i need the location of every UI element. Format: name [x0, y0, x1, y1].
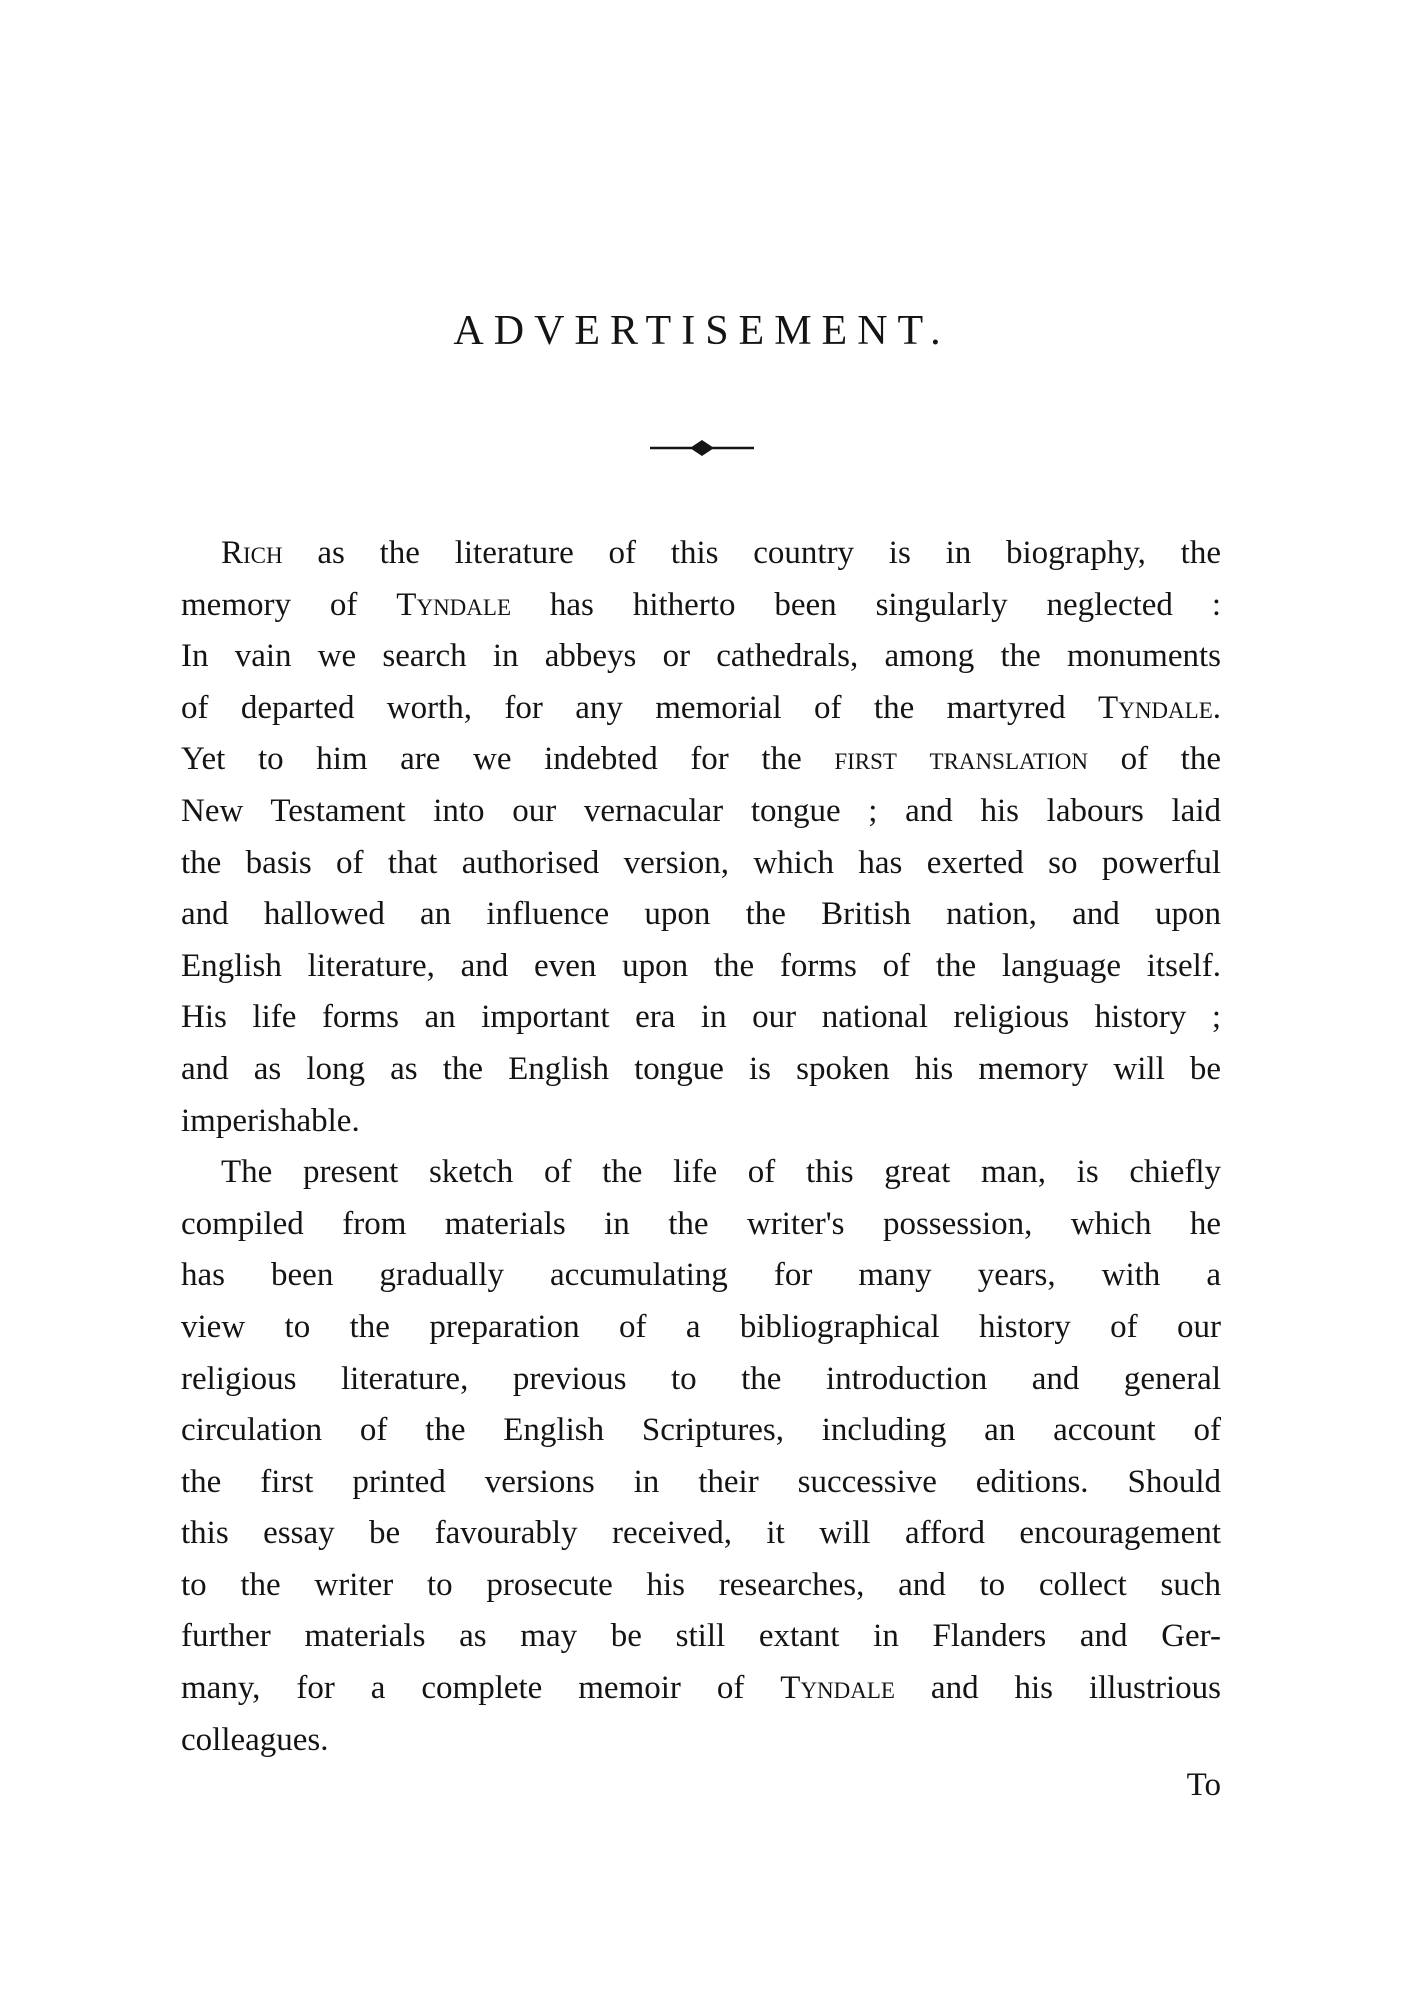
text-line: circulation of the English Scriptures, including an account of — [181, 1412, 1221, 1449]
catchword: To — [1186, 1767, 1221, 1803]
line-text: has hitherto been singularly neglected : — [511, 586, 1221, 623]
text-line: further materials as may be still extant in Flanders and Ger- — [181, 1618, 1221, 1655]
text-line: English literature, and even upon the forms of the language itself. — [181, 947, 1221, 984]
text-line: colleagues. — [181, 1721, 329, 1758]
text-line — [181, 683, 1221, 735]
text-line: religious literature, previous to the introduction and general — [181, 1360, 1221, 1397]
line-text: of departed worth, for any memorial of the martyred — [181, 689, 1099, 726]
text-line — [181, 1663, 1221, 1715]
drop-word: Rich — [221, 535, 283, 571]
emphasis-smallcaps: first translation — [834, 741, 1088, 778]
text-line: compiled from materials in the writer's possession, which he — [181, 1205, 1221, 1242]
text-line: view to the preparation of a bibliographical history of our — [181, 1308, 1221, 1345]
line-text: and his illustrious — [894, 1670, 1221, 1707]
text-line: and hallowed an influence upon the British nation, and upon — [181, 896, 1221, 933]
text-line: to the writer to prosecute his researches, and to collect such — [181, 1566, 1221, 1603]
text-line: has been gradually accumulating for many years, with a — [181, 1257, 1221, 1294]
paragraph-2 — [181, 1147, 1221, 1766]
text-line — [181, 528, 1221, 580]
text-line: imperishable. — [181, 1102, 360, 1139]
text-line: the first printed versions in their successive editions. Should — [181, 1463, 1221, 1500]
text-line — [181, 734, 1221, 786]
line-text: Yet to him are we indebted for the — [181, 741, 835, 778]
text-line: New Testament into our vernacular tongue ; and his labours laid — [181, 792, 1221, 829]
body-text — [181, 528, 1221, 1766]
text-line: His life forms an important era in our national religious history ; — [181, 999, 1221, 1036]
name-smallcaps: Tyndale — [396, 586, 511, 623]
text-line: this essay be favourably received, it will afford encouragement — [181, 1515, 1221, 1552]
name-smallcaps: Tyndale — [780, 1670, 895, 1707]
name-smallcaps: Tyndale. — [1098, 689, 1221, 726]
line-text: memory of — [181, 586, 397, 623]
text-line: the basis of that authorised version, which has exerted so powerful — [181, 844, 1221, 881]
line-text: many, for a complete memoir of — [181, 1670, 781, 1707]
text-line: In vain we search in abbeys or cathedrals, among the monuments — [181, 638, 1221, 675]
line-text: as the literature of this country is in biography, the — [282, 535, 1221, 571]
text-line — [181, 580, 1221, 632]
text-line: and as long as the English tongue is spoken his memory will be — [181, 1050, 1221, 1087]
page-title: ADVERTISEMENT. — [453, 308, 951, 354]
text-line: The present sketch of the life of this great man, is chiefly — [221, 1154, 1221, 1191]
line-text: of the — [1087, 741, 1221, 778]
paragraph-1 — [181, 528, 1221, 1147]
ornament-rule-icon — [650, 436, 754, 460]
